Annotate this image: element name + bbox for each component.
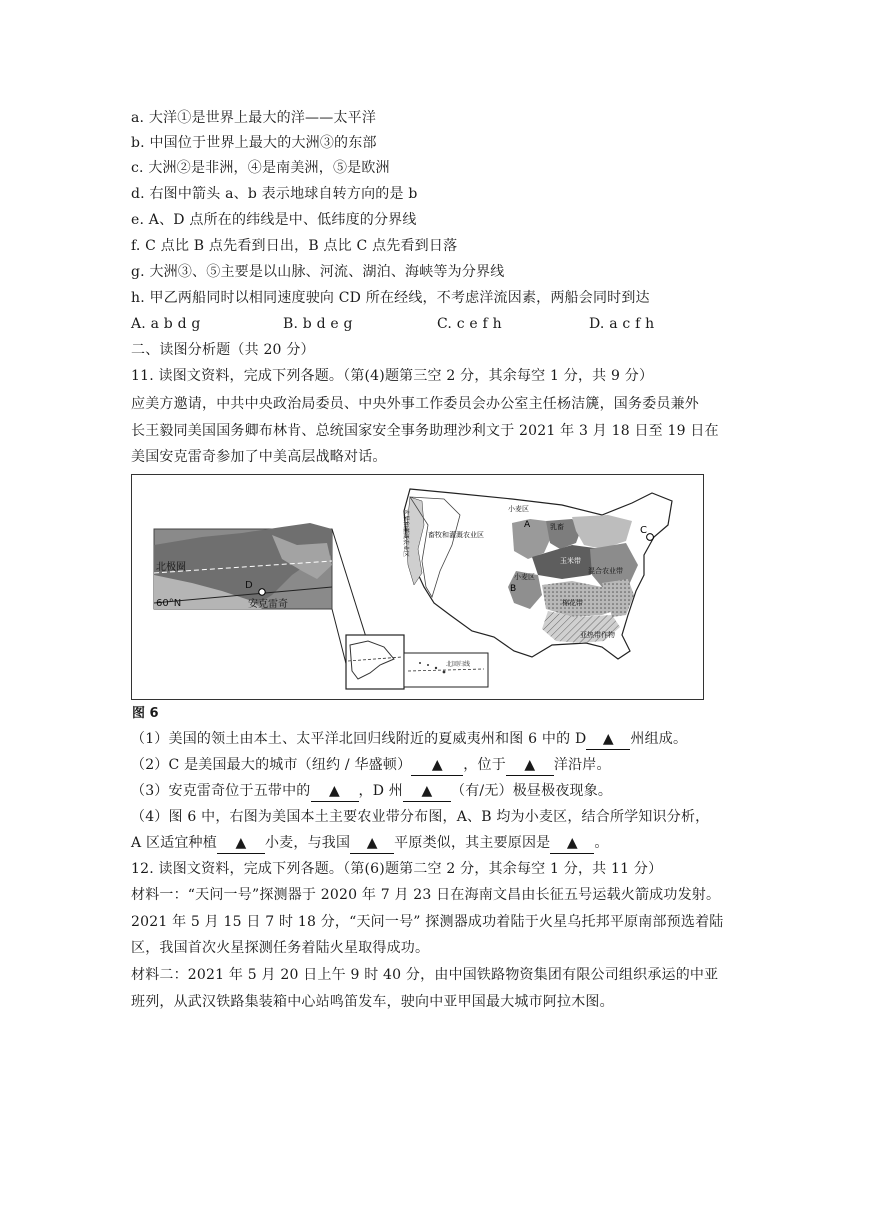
option-f: f. C 点比 B 点先看到日出，B 点比 C 点先看到日落: [131, 238, 458, 254]
blank-answer-2: ▲: [411, 755, 463, 776]
q11-sub-2-mid: ，位于: [463, 757, 506, 773]
q11-sub-3-text: （3）安克雷奇位于五带中的: [131, 783, 311, 799]
blank-answer-6: ▲: [217, 833, 265, 854]
q12-header: 12. 读图文资料，完成下列各题。（第(6)题第二空 2 分，其余每空 1 分，共 11 分）: [131, 861, 663, 877]
q11-header: 11. 读图文资料，完成下列各题。（第(4)题第三空 2 分，其余每空 1 分，共 9 分）: [131, 368, 654, 384]
option-a: a. 大洋①是世界上最大的洋——太平洋: [131, 110, 377, 126]
option-c: c. 大洲②是非洲，④是南美洲，⑤是欧洲: [131, 160, 390, 176]
figure-6-map: [131, 474, 704, 700]
q11-text-line-2: 长王毅同美国国务卿布林肯、总统国家安全事务助理沙利文于 2021 年 3 月 18 日至 19 日在: [131, 423, 719, 439]
point-d-label: D: [245, 580, 253, 591]
lat-60-label: 60°N: [156, 598, 182, 609]
blank-answer-4: ▲: [311, 781, 359, 802]
subtropical-label: 亚热带作物: [580, 631, 615, 639]
choice-c: C. c e f h: [437, 316, 502, 332]
dairy-label: 乳畜: [550, 523, 564, 531]
blank-answer-5: ▲: [403, 781, 451, 802]
q11-sub-4-text: A 区适宜种植: [131, 835, 217, 851]
us-map-svg: [132, 475, 703, 699]
option-h: h. 甲乙两船同时以相同速度驶向 CD 所在经线，不考虑洋流因素，两船会同时到达: [131, 290, 650, 306]
q11-sub-1-tail: 州组成。: [630, 731, 688, 747]
point-c-label: C: [640, 525, 647, 536]
q12-material-line-2: 2021 年 5 月 15 日 7 时 18 分，“天问一号” 探测器成功着陆于火星乌托邦平原南部预选着陆: [131, 914, 724, 930]
q11-sub-4-mid2: 平原类似，其主要原因是: [394, 835, 551, 851]
point-a-label: A: [524, 520, 531, 530]
north-wheat-label: 小麦区: [508, 505, 529, 513]
q11-text-line-3: 美国安克雷奇参加了中美高层战略对话。: [131, 449, 387, 465]
choice-b: B. b d e g: [283, 316, 353, 332]
us-agriculture-map: [402, 489, 672, 659]
tropic-label: 北回归线: [446, 661, 471, 668]
option-e: e. A、D 点所在的纬线是中、低纬度的分界线: [131, 212, 417, 228]
q11-sub-4-line-2: [131, 833, 609, 854]
q11-sub-3-mid: ，D 州: [358, 783, 403, 799]
corn-belt-label: 玉米带: [560, 557, 581, 565]
blank-answer-3: ▲: [506, 755, 554, 776]
q11-sub-4-mid: 小麦，与我国: [264, 835, 351, 851]
q11-sub-4-tail: 。: [594, 835, 609, 851]
q11-sub-3: [131, 781, 612, 802]
anchorage-label: 安克雷奇: [248, 599, 288, 610]
south-wheat-label: 小麦区: [514, 573, 535, 581]
fruit-region-label: 水果和灌溉农业区: [402, 509, 409, 558]
answer-choices: [131, 314, 654, 334]
mixed-farming-label: 混合农业带: [588, 567, 623, 575]
blank-answer-1: ▲: [586, 729, 630, 750]
section-title: 二、读图分析题（共 20 分）: [131, 342, 315, 358]
choice-d: D. a c f h: [589, 316, 655, 332]
q11-sub-3-tail: （有/无）极昼极夜现象。: [451, 783, 613, 799]
q12-material-line-3: 区，我国首次火星探测任务着陆火星取得成功。: [131, 940, 430, 956]
q12-material-line-4: 材料二：2021 年 5 月 20 日上午 9 时 40 分，由中国铁路物资集团有限公司组织承运的中亚: [131, 967, 719, 983]
arctic-circle-label: 北极圈: [156, 562, 186, 573]
q11-text-line-1: 应美方邀请，中共中央政治局委员、中央外事工作委员会办公室主任杨洁篪，国务委员兼外: [131, 396, 699, 412]
q11-sub-2: [131, 755, 611, 776]
figure-label: 图 6: [132, 706, 159, 721]
option-g: g. 大洲③、⑤主要是以山脉、河流、湖泊、海峡等为分界线: [131, 264, 505, 280]
alaska-inset: [154, 523, 332, 610]
q11-sub-1-text: （1）美国的领土由本土、太平洋北回归线附近的夏威夷州和图 6 中的 D: [131, 731, 587, 747]
choice-a: A. a b d g: [131, 316, 201, 332]
q11-sub-1: [131, 729, 687, 750]
blank-answer-7: ▲: [350, 833, 394, 854]
point-b-label: B: [510, 584, 517, 594]
option-d: d. 右图中箭头 a、b 表示地球自转方向的是 b: [131, 186, 418, 202]
cotton-belt-label: 棉花带: [562, 599, 583, 607]
q12-material-line-1: 材料一：“天问一号”探测器于 2020 年 7 月 23 日在海南文昌由长征五号运载火箭成功发射。: [131, 887, 721, 903]
blank-answer-8: ▲: [550, 833, 594, 854]
q11-sub-2-tail: 洋沿岸。: [553, 757, 611, 773]
q11-sub-4-line-1: （4）图 6 中，右图为美国本土主要农业带分布图，A、B 均为小麦区，结合所学知识分析，: [131, 809, 710, 825]
grazing-region-label: 畜牧和灌溉农业区: [428, 531, 484, 539]
option-b: b. 中国位于世界上最大的大洲③的东部: [131, 135, 377, 151]
q11-sub-2-text: （2）C 是美国最大的城市（纽约 / 华盛顿）: [131, 757, 412, 773]
q12-material-line-5: 班列，从武汉铁路集装箱中心站鸣笛发车，驶向中亚甲国最大城市阿拉木图。: [131, 994, 614, 1010]
